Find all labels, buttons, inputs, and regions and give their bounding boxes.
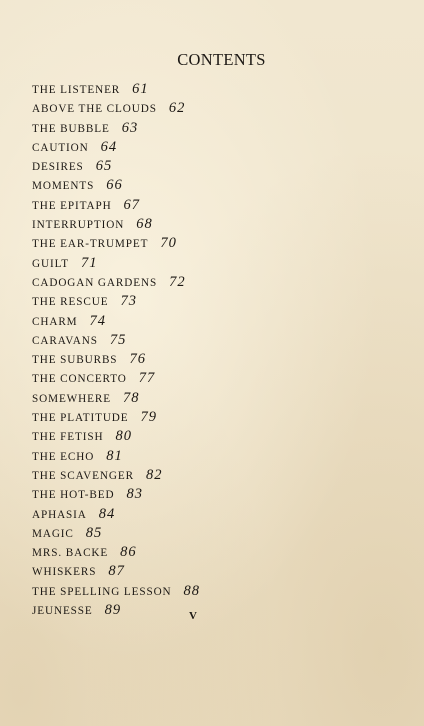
- contents-entry: [32, 313, 200, 332]
- contents-entry: [32, 235, 200, 254]
- entry-title: GUILT: [32, 257, 70, 270]
- entry-page-number: 87: [108, 563, 125, 580]
- contents-entry: [32, 370, 200, 389]
- contents-entry: [32, 563, 200, 582]
- contents-entry: [32, 139, 200, 158]
- entry-page-number: 75: [109, 331, 127, 348]
- entry-title: THE LISTENER: [32, 84, 121, 96]
- contents-entry: [32, 197, 200, 216]
- entry-title: THE ECHO: [32, 450, 95, 463]
- entry-title: THE FETISH: [32, 431, 104, 444]
- entry-title: INTERRUPTION: [32, 219, 125, 232]
- contents-entry: [32, 274, 200, 293]
- contents-entry: [32, 409, 200, 428]
- contents-entry: [32, 506, 200, 525]
- entry-title: APHASIA: [32, 508, 87, 521]
- contents-entry: [32, 351, 200, 370]
- entry-page-number: 88: [183, 582, 201, 599]
- contents-entry: [32, 428, 200, 447]
- entry-title: SOMEWHERE: [32, 392, 111, 405]
- contents-entry: [32, 332, 200, 351]
- contents-entry: [32, 81, 200, 100]
- entry-title: CHARM: [32, 315, 78, 328]
- entry-page-number: 80: [115, 428, 132, 445]
- entry-page-number: 70: [160, 235, 177, 252]
- entry-page-number: 62: [168, 100, 186, 117]
- entry-page-number: 84: [98, 505, 116, 522]
- entry-page-number: 61: [132, 81, 149, 97]
- contents-entry: [32, 158, 200, 177]
- contents-entry: [32, 525, 200, 544]
- entry-title: THE HOT-BED: [32, 489, 115, 502]
- contents-entry: [32, 583, 200, 602]
- entry-page-number: 82: [145, 466, 163, 483]
- entry-page-number: 73: [120, 293, 137, 310]
- entry-title: THE EPITAPH: [32, 199, 112, 212]
- entry-title: CAUTION: [32, 141, 89, 154]
- contents-entry: [32, 544, 200, 563]
- entry-title: MOMENTS: [32, 180, 95, 193]
- entry-page-number: 72: [169, 273, 186, 290]
- entry-page-number: 64: [100, 138, 118, 155]
- entry-title: THE PLATITUDE: [32, 412, 129, 425]
- contents-list: [32, 81, 200, 621]
- contents-entry: [32, 100, 200, 119]
- contents-entry: [32, 216, 200, 235]
- entry-title: THE EAR-TRUMPET: [32, 238, 149, 251]
- contents-entry: [32, 293, 200, 312]
- entry-title: WHISKERS: [32, 566, 97, 579]
- entry-title: THE RESCUE: [32, 296, 109, 309]
- entry-page-number: 86: [120, 544, 137, 561]
- entry-title: THE SUBURBS: [32, 354, 118, 367]
- entry-page-number: 74: [89, 312, 107, 329]
- entry-title: THE SPELLING LESSON: [32, 585, 172, 598]
- contents-entry: [32, 120, 200, 139]
- entry-title: DESIRES: [32, 161, 84, 174]
- entry-page-number: 85: [85, 524, 103, 541]
- entry-page-number: 89: [104, 602, 122, 619]
- entry-title: MRS. BACKE: [32, 547, 109, 560]
- entry-title: ABOVE THE CLOUDS: [32, 103, 157, 116]
- entry-page-number: 65: [95, 158, 113, 175]
- page-folio: V: [189, 610, 197, 622]
- contents-entry: [32, 390, 200, 409]
- entry-page-number: 79: [140, 409, 158, 426]
- entry-title: JEUNESSE: [32, 605, 93, 618]
- contents-entry: [32, 177, 200, 196]
- entry-page-number: 63: [121, 119, 139, 136]
- entry-page-number: 71: [81, 254, 98, 271]
- entry-page-number: 83: [126, 486, 144, 503]
- entry-page-number: 78: [122, 389, 140, 406]
- entry-page-number: 81: [106, 447, 123, 464]
- entry-page-number: 77: [138, 370, 156, 387]
- entry-page-number: 67: [123, 196, 141, 213]
- entry-title: THE BUBBLE: [32, 122, 110, 135]
- entry-title: MAGIC: [32, 527, 74, 540]
- entry-title: CADOGAN GARDENS: [32, 276, 158, 289]
- entry-title: THE SCAVENGER: [32, 469, 134, 482]
- contents-entry: [32, 467, 200, 486]
- contents-entry: [32, 448, 200, 467]
- contents-entry: [32, 486, 200, 505]
- contents-heading: CONTENTS: [177, 50, 266, 69]
- entry-page-number: 68: [136, 216, 153, 233]
- contents-entry: [32, 602, 200, 621]
- entry-page-number: 76: [129, 351, 146, 368]
- entry-title: CARAVANS: [32, 334, 98, 347]
- contents-entry: [32, 255, 200, 274]
- entry-page-number: 66: [106, 177, 123, 194]
- entry-title: THE CONCERTO: [32, 373, 127, 386]
